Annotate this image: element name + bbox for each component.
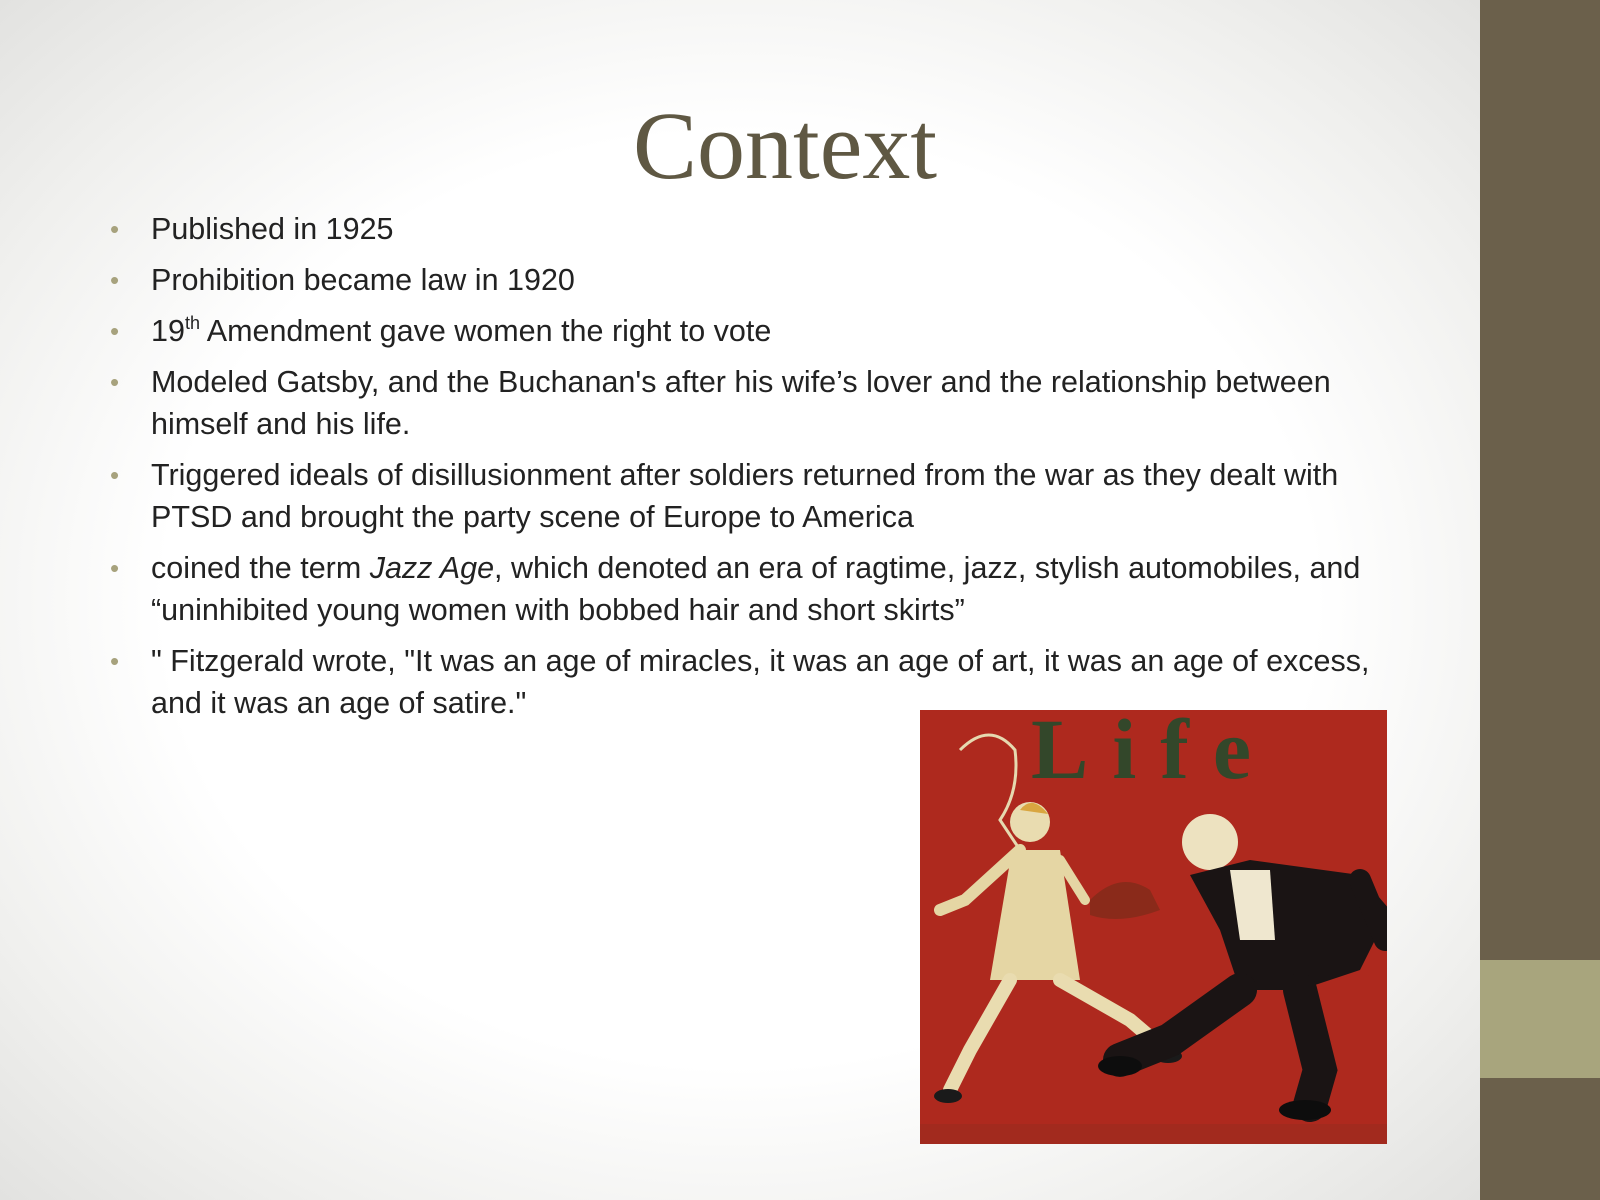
bullet-dot-icon: •	[110, 367, 120, 397]
bullet-item	[110, 208, 1410, 250]
life-masthead: Life	[1030, 710, 1276, 797]
bullet-item	[110, 454, 1410, 538]
bullet-dot-icon: •	[110, 460, 120, 490]
bullet-item	[110, 547, 1410, 631]
bullet-text: Triggered ideals of disillusionment after soldiers returned from the war as they dealt with PTSD and brought the party scene of Europe to America	[151, 458, 1339, 534]
bullet-text-rest: Amendment gave women the right to vote	[199, 314, 772, 348]
bullet-dot-icon: •	[110, 265, 120, 295]
bullet-text-pre: coined the term	[151, 551, 370, 585]
bullet-dot-icon: •	[110, 316, 120, 346]
bullet-list	[110, 208, 1410, 733]
life-cover-illustration	[920, 710, 1387, 1144]
bullet-item	[110, 310, 1410, 352]
life-magazine-cover-image	[920, 710, 1387, 1144]
bullet-text-number: 19	[151, 314, 185, 348]
bullet-text: Modeled Gatsby, and the Buchanan's after his wife’s lover and the relationship between himself and his life.	[151, 365, 1331, 441]
bullet-item	[110, 259, 1410, 301]
bullet-dot-icon: •	[110, 214, 120, 244]
side-accent-decoration	[1480, 960, 1600, 1078]
bullet-emphasis: Jazz Age	[369, 551, 495, 585]
bullet-dot-icon: •	[110, 553, 120, 583]
bullet-text-post: , which denoted an era of ragtime, jazz, stylish automobiles, and “uninhibited young women with bobbed hair and short skirts”	[151, 551, 1361, 627]
bullet-text: Prohibition became law in 1920	[151, 263, 575, 297]
bullet-item	[110, 361, 1410, 445]
bullet-superscript: th	[184, 313, 200, 333]
bullet-text: Published in 1925	[151, 212, 394, 246]
slide-title: Context	[633, 92, 937, 199]
bullet-dot-icon: •	[110, 646, 120, 676]
bullet-text: " Fitzgerald wrote, "It was an age of miracles, it was an age of art, it was an age of excess, and it was an age of satire."	[151, 644, 1370, 720]
